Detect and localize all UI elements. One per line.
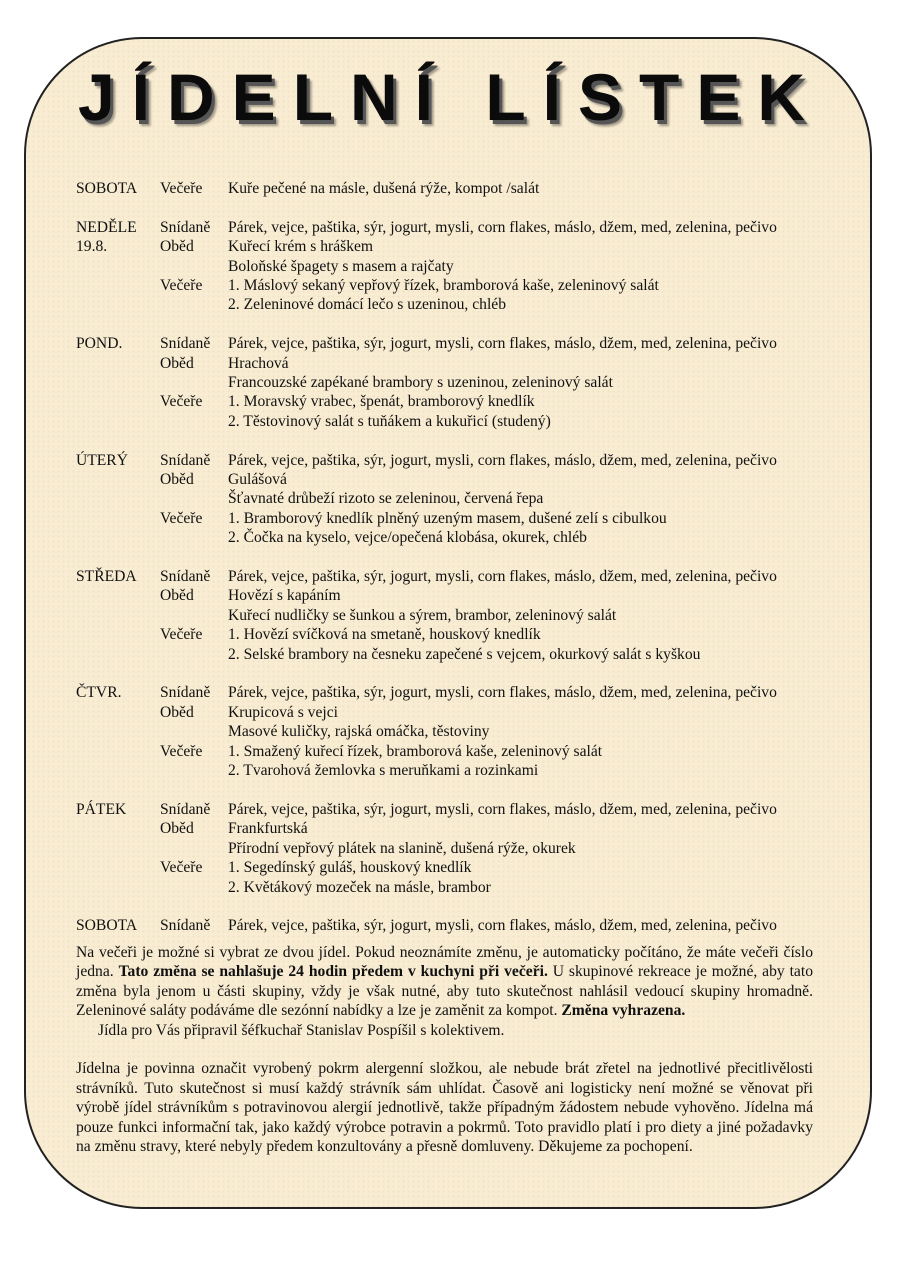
day-name xyxy=(76,761,160,780)
menu-row xyxy=(76,470,826,489)
day-block xyxy=(76,800,826,897)
weekly-menu xyxy=(76,179,826,955)
day-name xyxy=(76,839,160,858)
meal-label: Oběd xyxy=(160,703,194,721)
dish: Hrachová xyxy=(228,354,289,372)
dish: Párek, vejce, paštika, sýr, jogurt, mysli, corn flakes, máslo, džem, med, zelenina, pečivo xyxy=(228,684,777,702)
dish: 2. Květákový mozeček na másle, brambor xyxy=(228,878,491,896)
meal-label xyxy=(160,606,228,625)
meal-label: Oběd xyxy=(160,587,194,605)
dish: 1. Máslový sekaný vepřový řízek, bramborová kaše, zeleninový salát xyxy=(228,277,659,295)
dish: Kuřecí nudličky se šunkou a sýrem, brambor, zeleninový salát xyxy=(228,606,617,624)
day-name: SOBOTA xyxy=(76,917,138,935)
dish: 2. Selské brambory na česneku zapečené s vejcem, okurkový salát s kyškou xyxy=(228,645,701,663)
day-name xyxy=(76,470,160,489)
meal-label xyxy=(160,257,228,276)
meal-label: Snídaně xyxy=(160,800,211,818)
menu-row xyxy=(76,334,826,353)
meal-label xyxy=(160,412,228,431)
menu-row xyxy=(76,645,826,664)
day-block xyxy=(76,179,826,198)
dish: 1. Moravský vrabec, špenát, bramborový knedlík xyxy=(228,393,535,411)
dish: Boloňské špagety s masem a rajčaty xyxy=(228,257,454,275)
meal-label: Oběd xyxy=(160,238,194,256)
day-name xyxy=(76,878,160,897)
day-name xyxy=(76,489,160,508)
meal-label xyxy=(160,722,228,741)
meal-label: Snídaně xyxy=(160,218,211,236)
meal-label: Snídaně xyxy=(160,917,211,935)
day-block xyxy=(76,218,826,315)
meal-label: Oběd xyxy=(160,354,194,372)
meal-label: Večeře xyxy=(160,277,203,295)
menu-row xyxy=(76,354,826,373)
notes xyxy=(76,943,813,1156)
meal-label: Večeře xyxy=(160,509,203,527)
dish: Krupicová s vejci xyxy=(228,703,338,721)
day-name xyxy=(76,645,160,664)
dish: 1. Segedínský guláš, houskový knedlík xyxy=(228,859,472,877)
meal-label xyxy=(160,839,228,858)
day-name xyxy=(76,819,160,838)
menu-row xyxy=(76,606,826,625)
day-block xyxy=(76,567,826,664)
day-name xyxy=(76,722,160,741)
day-block xyxy=(76,451,826,548)
day-name: ÚTERÝ xyxy=(76,451,128,469)
dish: 2. Těstovinový salát s tuňákem a kukuřicí (studený) xyxy=(228,412,551,430)
day-block xyxy=(76,683,826,780)
dish: Párek, vejce, paštika, sýr, jogurt, mysli, corn flakes, máslo, džem, med, zelenina, pečivo xyxy=(228,917,777,935)
day-name: NEDĚLE xyxy=(76,218,137,236)
menu-row xyxy=(76,392,826,411)
meal-label: Oběd xyxy=(160,820,194,838)
menu-row xyxy=(76,722,826,741)
menu-row xyxy=(76,218,826,237)
day-name xyxy=(76,742,160,761)
day-name xyxy=(76,625,160,644)
meal-label: Večeře xyxy=(160,393,203,411)
meal-label xyxy=(160,373,228,392)
menu-row xyxy=(76,567,826,586)
dish: Francouzské zapékané brambory s uzeninou, zeleninový salát xyxy=(228,374,613,392)
note-bold: Tato změna se nahlašuje 24 hodin předem v kuchyni při večeři. xyxy=(118,963,548,981)
dish: 2. Zeleninové domácí lečo s uzeninou, chléb xyxy=(228,296,506,314)
day-name xyxy=(76,354,160,373)
day-name xyxy=(76,412,160,431)
day-name xyxy=(76,509,160,528)
meal-label: Večeře xyxy=(160,180,203,197)
menu-row xyxy=(76,179,826,198)
day-name xyxy=(76,858,160,877)
day-name: ČTVR. xyxy=(76,684,122,702)
note-bold: Změna vyhrazena. xyxy=(561,1002,686,1020)
menu-row xyxy=(76,528,826,547)
menu-row xyxy=(76,625,826,644)
meal-label xyxy=(160,878,228,897)
day-name xyxy=(76,276,160,295)
meal-label xyxy=(160,761,228,780)
note-choice xyxy=(76,943,813,1040)
day-name xyxy=(76,528,160,547)
meal-label xyxy=(160,528,228,547)
menu-row xyxy=(76,878,826,897)
menu-row xyxy=(76,412,826,431)
dish: Šťavnaté drůbeží rizoto se zeleninou, červená řepa xyxy=(228,490,544,508)
day-name: POND. xyxy=(76,335,123,353)
dish: Přírodní vepřový plátek na slanině, dušená rýže, okurek xyxy=(228,839,576,857)
meal-label: Snídaně xyxy=(160,568,211,586)
dish: Hovězí s kapáním xyxy=(228,587,341,605)
dish: Párek, vejce, paštika, sýr, jogurt, mysli, corn flakes, máslo, džem, med, zelenina, pečivo xyxy=(228,335,777,353)
menu-row xyxy=(76,451,826,470)
dish: Párek, vejce, paštika, sýr, jogurt, mysli, corn flakes, máslo, džem, med, zelenina, pečivo xyxy=(228,451,777,469)
dish: Kuře pečené na másle, dušená rýže, kompot /salát xyxy=(228,180,540,197)
menu-row xyxy=(76,858,826,877)
day-name xyxy=(76,295,160,314)
menu-row xyxy=(76,276,826,295)
meal-label: Snídaně xyxy=(160,451,211,469)
menu-row xyxy=(76,489,826,508)
meal-label xyxy=(160,295,228,314)
menu-row xyxy=(76,761,826,780)
day-block xyxy=(76,334,826,431)
menu-row xyxy=(76,742,826,761)
menu-row xyxy=(76,703,826,722)
menu-row xyxy=(76,586,826,605)
day-name: STŘEDA xyxy=(76,568,137,586)
day-name xyxy=(76,257,160,276)
note-allergens: Jídelna je povinna označit vyrobený pokrm alergenní složkou, ale nebude brát zřetel na jednotlivé přecitlivělosti strávníků. Tuto skutečnost si musí každý strávník sám uhlídat. Časově ani logisticky není možné se věnovat při výrobě jídel strávníkům s potravinovou alergií jednotlivě, takže případným žádostem nebude vyhověno. Jídelna má pouze funkci informační tak, jako každý výrobce potravin a pokrmů. Toto pravidlo platí i pro diety a jiné požadavky na změnu stravy, které nebyly předem konzultovány a přesně domluveny. Děkujeme za pochopení. xyxy=(76,1060,813,1156)
menu-row xyxy=(76,819,826,838)
menu-row xyxy=(76,295,826,314)
day-name xyxy=(76,392,160,411)
day-name: 19.8. xyxy=(76,238,108,256)
day-name xyxy=(76,373,160,392)
dish: 1. Hovězí svíčková na smetaně, houskový knedlík xyxy=(228,626,541,644)
meal-label: Večeře xyxy=(160,626,203,644)
menu-row xyxy=(76,509,826,528)
day-name xyxy=(76,606,160,625)
menu-row xyxy=(76,839,826,858)
dish: Párek, vejce, paštika, sýr, jogurt, mysli, corn flakes, máslo, džem, med, zelenina, pečivo xyxy=(228,568,777,586)
meal-label: Oběd xyxy=(160,471,194,489)
menu-row xyxy=(76,373,826,392)
dish: 2. Čočka na kyselo, vejce/opečená klobása, okurek, chléb xyxy=(228,529,587,547)
menu-row xyxy=(76,683,826,702)
meal-label: Večeře xyxy=(160,859,203,877)
page-title: JÍDELNÍ LÍSTEK xyxy=(77,60,823,134)
dish: 2. Tvarohová žemlovka s meruňkami a rozinkami xyxy=(228,762,539,780)
dish: Párek, vejce, paštika, sýr, jogurt, mysli, corn flakes, máslo, džem, med, zelenina, pečivo xyxy=(228,800,777,818)
dish: 1. Bramborový knedlík plněný uzeným masem, dušené zelí s cibulkou xyxy=(228,509,667,527)
menu-row xyxy=(76,257,826,276)
meal-label: Večeře xyxy=(160,742,203,760)
dish: Gulášová xyxy=(228,471,287,489)
dish: Kuřecí krém s hráškem xyxy=(228,238,374,256)
meal-label: Snídaně xyxy=(160,684,211,702)
dish: Masové kuličky, rajská omáčka, těstoviny xyxy=(228,723,490,741)
day-name xyxy=(76,703,160,722)
day-name xyxy=(76,586,160,605)
note-text: U skupinové rekreace je možné, aby tato změna byla jenom u části skupiny, vždy je však nutné, aby tuto skutečnost nahlásil vedoucí skupiny hromadně. Zeleninové saláty podáváme dle sezónní nabídky a lze je zaměnit za kompot. xyxy=(76,963,813,1020)
menu-row xyxy=(76,237,826,256)
note-chef: Jídla pro Vás připravil šéfkuchař Stanislav Pospíšil s kolektivem. xyxy=(98,1021,505,1039)
menu-row xyxy=(76,800,826,819)
day-block xyxy=(76,916,826,935)
dish: Párek, vejce, paštika, sýr, jogurt, mysli, corn flakes, máslo, džem, med, zelenina, pečivo xyxy=(228,218,777,236)
meal-label: Snídaně xyxy=(160,335,211,353)
day-name: PÁTEK xyxy=(76,800,127,818)
dish: 1. Smažený kuřecí řízek, bramborová kaše, zeleninový salát xyxy=(228,742,603,760)
day-name: SOBOTA xyxy=(76,180,138,197)
note-text: Na večeři je možné si vybrat ze dvou jídel. Pokud neoznámíte změnu, je automaticky počítáno, že máte večeři číslo jedna. xyxy=(76,944,813,981)
meal-label xyxy=(160,645,228,664)
menu-row xyxy=(76,916,826,935)
meal-label xyxy=(160,489,228,508)
dish: Frankfurtská xyxy=(228,820,308,838)
